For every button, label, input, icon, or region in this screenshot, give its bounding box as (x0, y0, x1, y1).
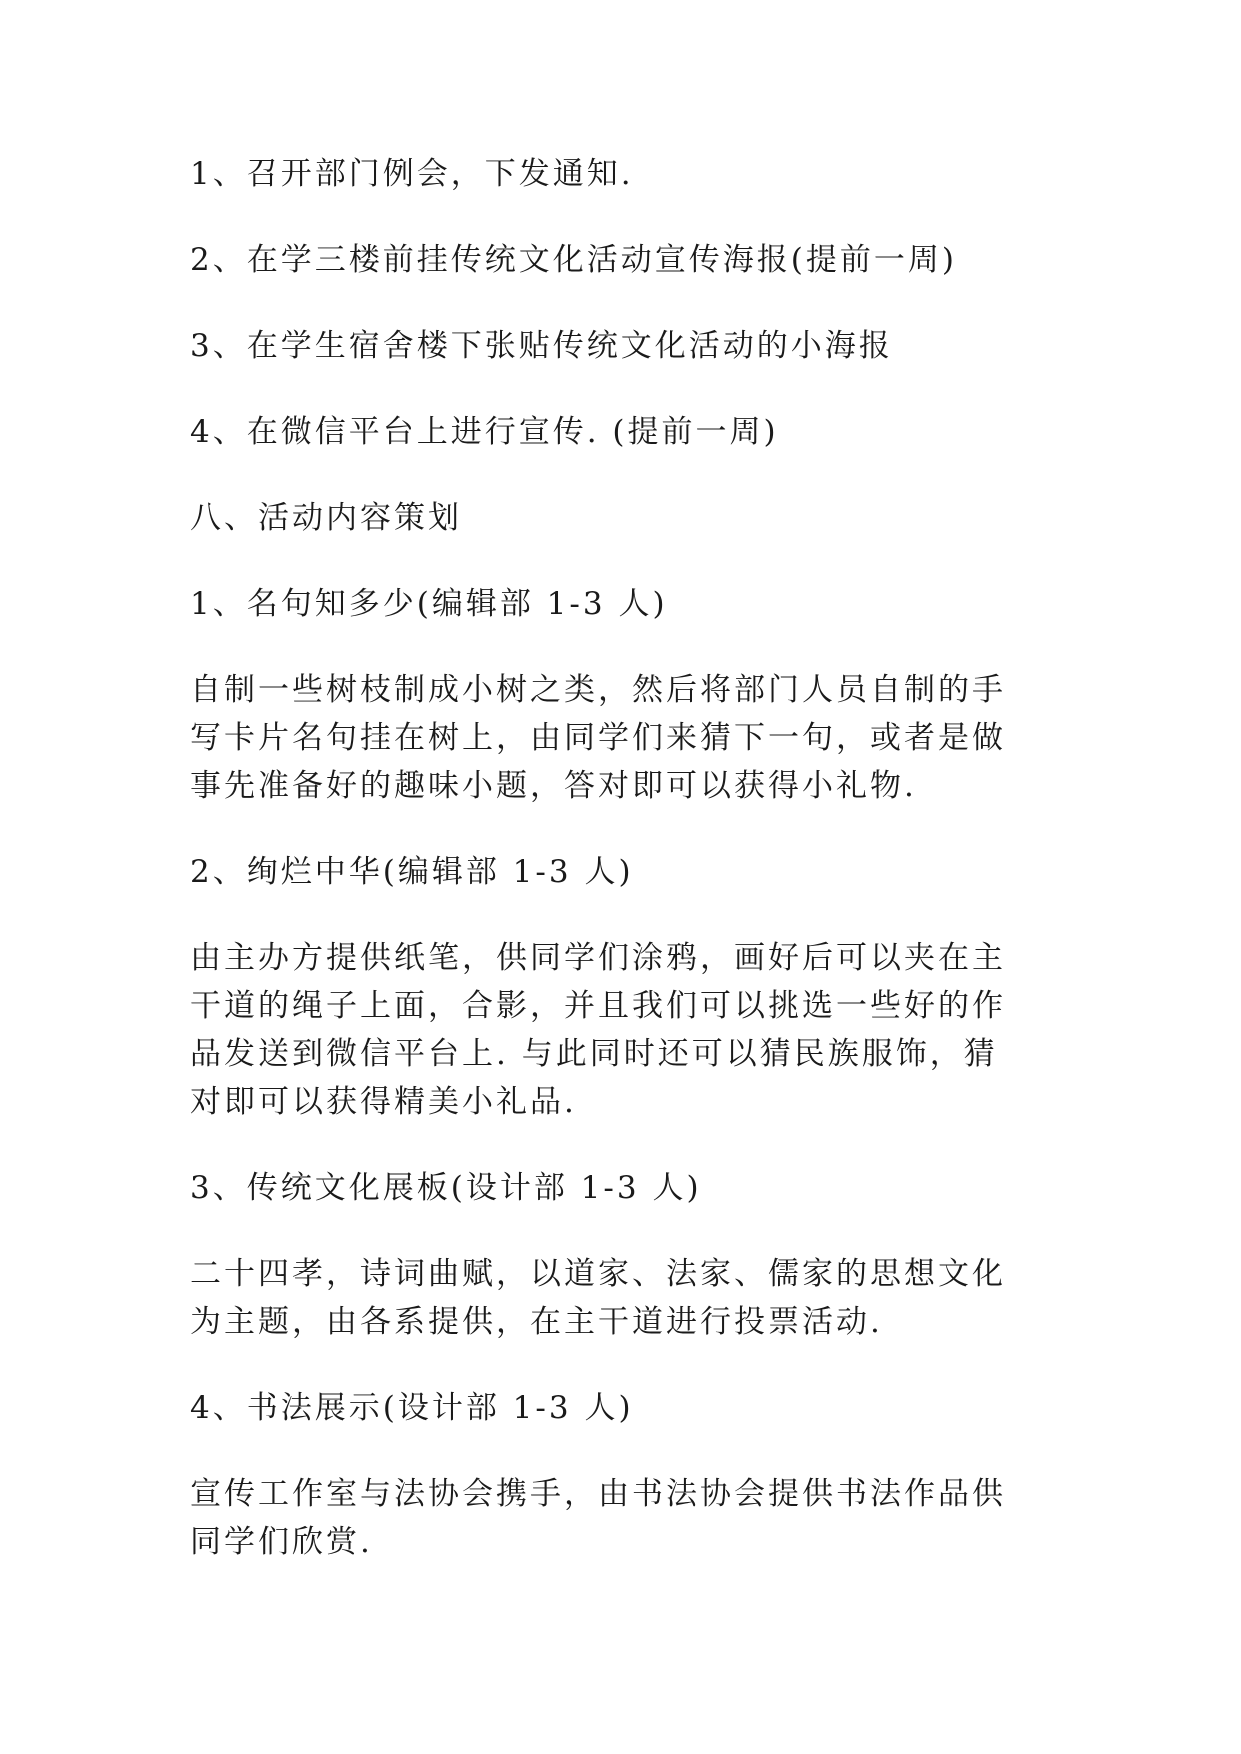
paragraph-calligraphy: 宣传工作室与法协会携手，由书法协会提供书法作品供同学们欣赏. (190, 1476, 1006, 1560)
list-item-small-poster: 3、在学生宿舍楼下张贴传统文化活动的小海报 (190, 328, 893, 364)
section-heading-activity-content: 八、活动内容策划 (190, 500, 462, 536)
subheading-calligraphy: 4、书法展示(设计部 1-3 人) (190, 1390, 634, 1426)
paragraph-culture-board: 二十四孝，诗词曲赋，以道家、法家、儒家的思想文化为主题，由各系提供，在主干道进行投票活动. (190, 1256, 1006, 1340)
paragraph-famous-quotes: 自制一些树枝制成小树之类，然后将部门人员自制的手写卡片名句挂在树上，由同学们来猜下一句，或者是做事先准备好的趣味小题，答对即可以获得小礼物. (190, 672, 1006, 804)
subheading-splendid-china: 2、绚烂中华(编辑部 1-3 人) (190, 854, 634, 890)
list-item-poster: 2、在学三楼前挂传统文化活动宣传海报(提前一周) (190, 242, 957, 278)
subheading-famous-quotes: 1、名句知多少(编辑部 1-3 人) (190, 586, 668, 622)
subheading-culture-board: 3、传统文化展板(设计部 1-3 人) (190, 1170, 702, 1206)
paragraph-splendid-china: 由主办方提供纸笔，供同学们涂鸦，画好后可以夹在主干道的绳子上面，合影，并且我们可以挑选一些好的作品发送到微信平台上. 与此同时还可以猜民族服饰，猜对即可以获得精美小礼品. (190, 940, 1006, 1120)
list-item-meeting: 1、召开部门例会，下发通知. (190, 156, 634, 192)
document-body (190, 150, 1030, 1604)
list-item-wechat: 4、在微信平台上进行宣传. (提前一周) (190, 414, 779, 450)
